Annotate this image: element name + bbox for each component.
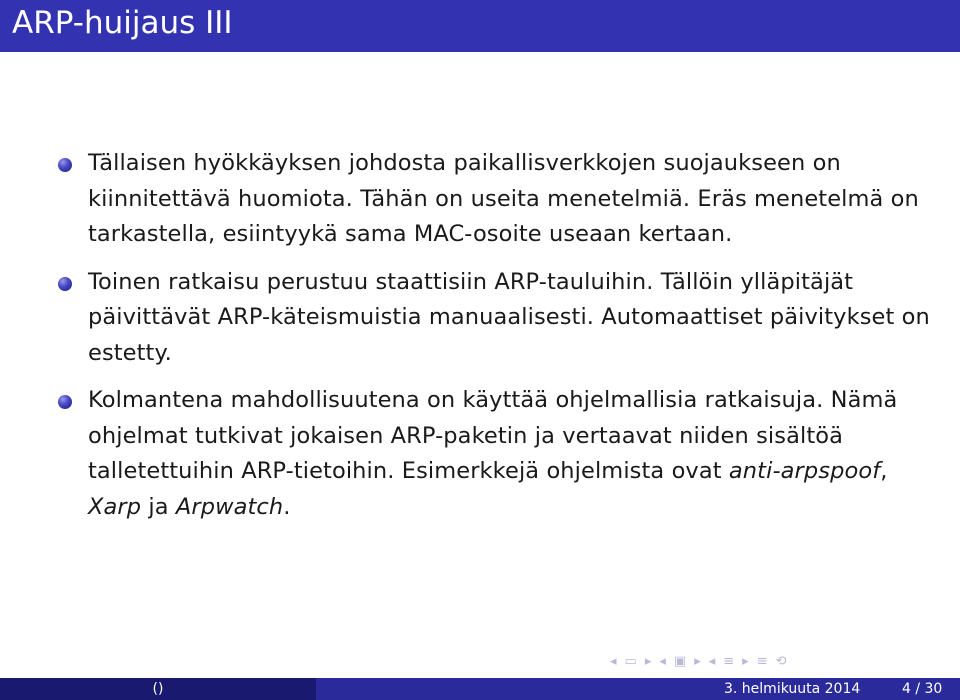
nav-search-icon[interactable]: ⟲ <box>775 653 787 669</box>
bullet-item-1 <box>56 146 936 253</box>
separator: , <box>880 458 888 484</box>
bullet-item-3 <box>56 383 936 525</box>
footer-page-number: 4 / 30 <box>902 681 943 697</box>
bullet-text-3-main: Kolmantena mahdollisuutena on käyttää ohjelmallisia ratkaisuja. Nämä ohjelmat tutkivat jokaisen ARP-paketin ja vertaavat niiden sisältöä talletettuihin ARP-tietoihin. Esimerkkejä ohjelmista ovat <box>88 387 898 484</box>
nav-section-left-icon[interactable]: ◂ <box>708 653 716 669</box>
bullet-icon <box>58 277 72 291</box>
tool-name-anti-arpspoof: anti-arpspoof <box>728 458 881 484</box>
nav-frame-icon[interactable]: ▭ <box>624 653 637 669</box>
nav-section-icon[interactable]: ≡ <box>723 653 735 669</box>
slide-title: ARP-huijaus III <box>12 5 233 41</box>
sentence-end: . <box>283 493 291 520</box>
separator: ja <box>141 493 176 520</box>
footer <box>0 678 960 700</box>
beamer-navigation <box>610 650 787 672</box>
bullet-icon <box>58 395 72 409</box>
footer-author: () <box>0 678 316 700</box>
nav-subsection-right-icon[interactable]: ▸ <box>694 653 701 669</box>
footer-date: 3. helmikuuta 2014 <box>724 681 861 697</box>
tool-name-arpwatch: Arpwatch <box>175 493 284 520</box>
nav-frame-right-icon[interactable]: ▸ <box>644 653 652 669</box>
bullet-item-2 <box>56 265 936 372</box>
nav-subsection-icon[interactable]: ▣ <box>673 653 687 669</box>
bullet-text-3 <box>88 383 936 525</box>
slide-content <box>56 146 936 537</box>
nav-frame-left-icon[interactable]: ◂ <box>610 653 617 669</box>
nav-align-icon[interactable]: ≡ <box>756 653 768 669</box>
bullet-text-2: Toinen ratkaisu perustuu staattisiin ARP-tauluihin. Tällöin ylläpitäjät päivittävät ARP-käteismuistia manuaalisesti. Automaattiset päivitykset on estetty. <box>88 268 930 366</box>
bullet-icon <box>58 158 72 172</box>
tool-name-xarp: Xarp <box>88 493 142 520</box>
bullet-text-1: Tällaisen hyökkäyksen johdosta paikallisverkkojen suojaukseen on kiinnitettävä huomiota. Tähän on useita menetelmiä. Eräs menetelmä on tarkastella, esiintyykä sama MAC-osoite useaan kertaan. <box>88 150 919 247</box>
footer-right <box>316 678 960 700</box>
nav-section-right-icon[interactable]: ▸ <box>742 653 749 669</box>
nav-subsection-left-icon[interactable]: ◂ <box>659 653 666 669</box>
title-bar <box>0 0 960 52</box>
